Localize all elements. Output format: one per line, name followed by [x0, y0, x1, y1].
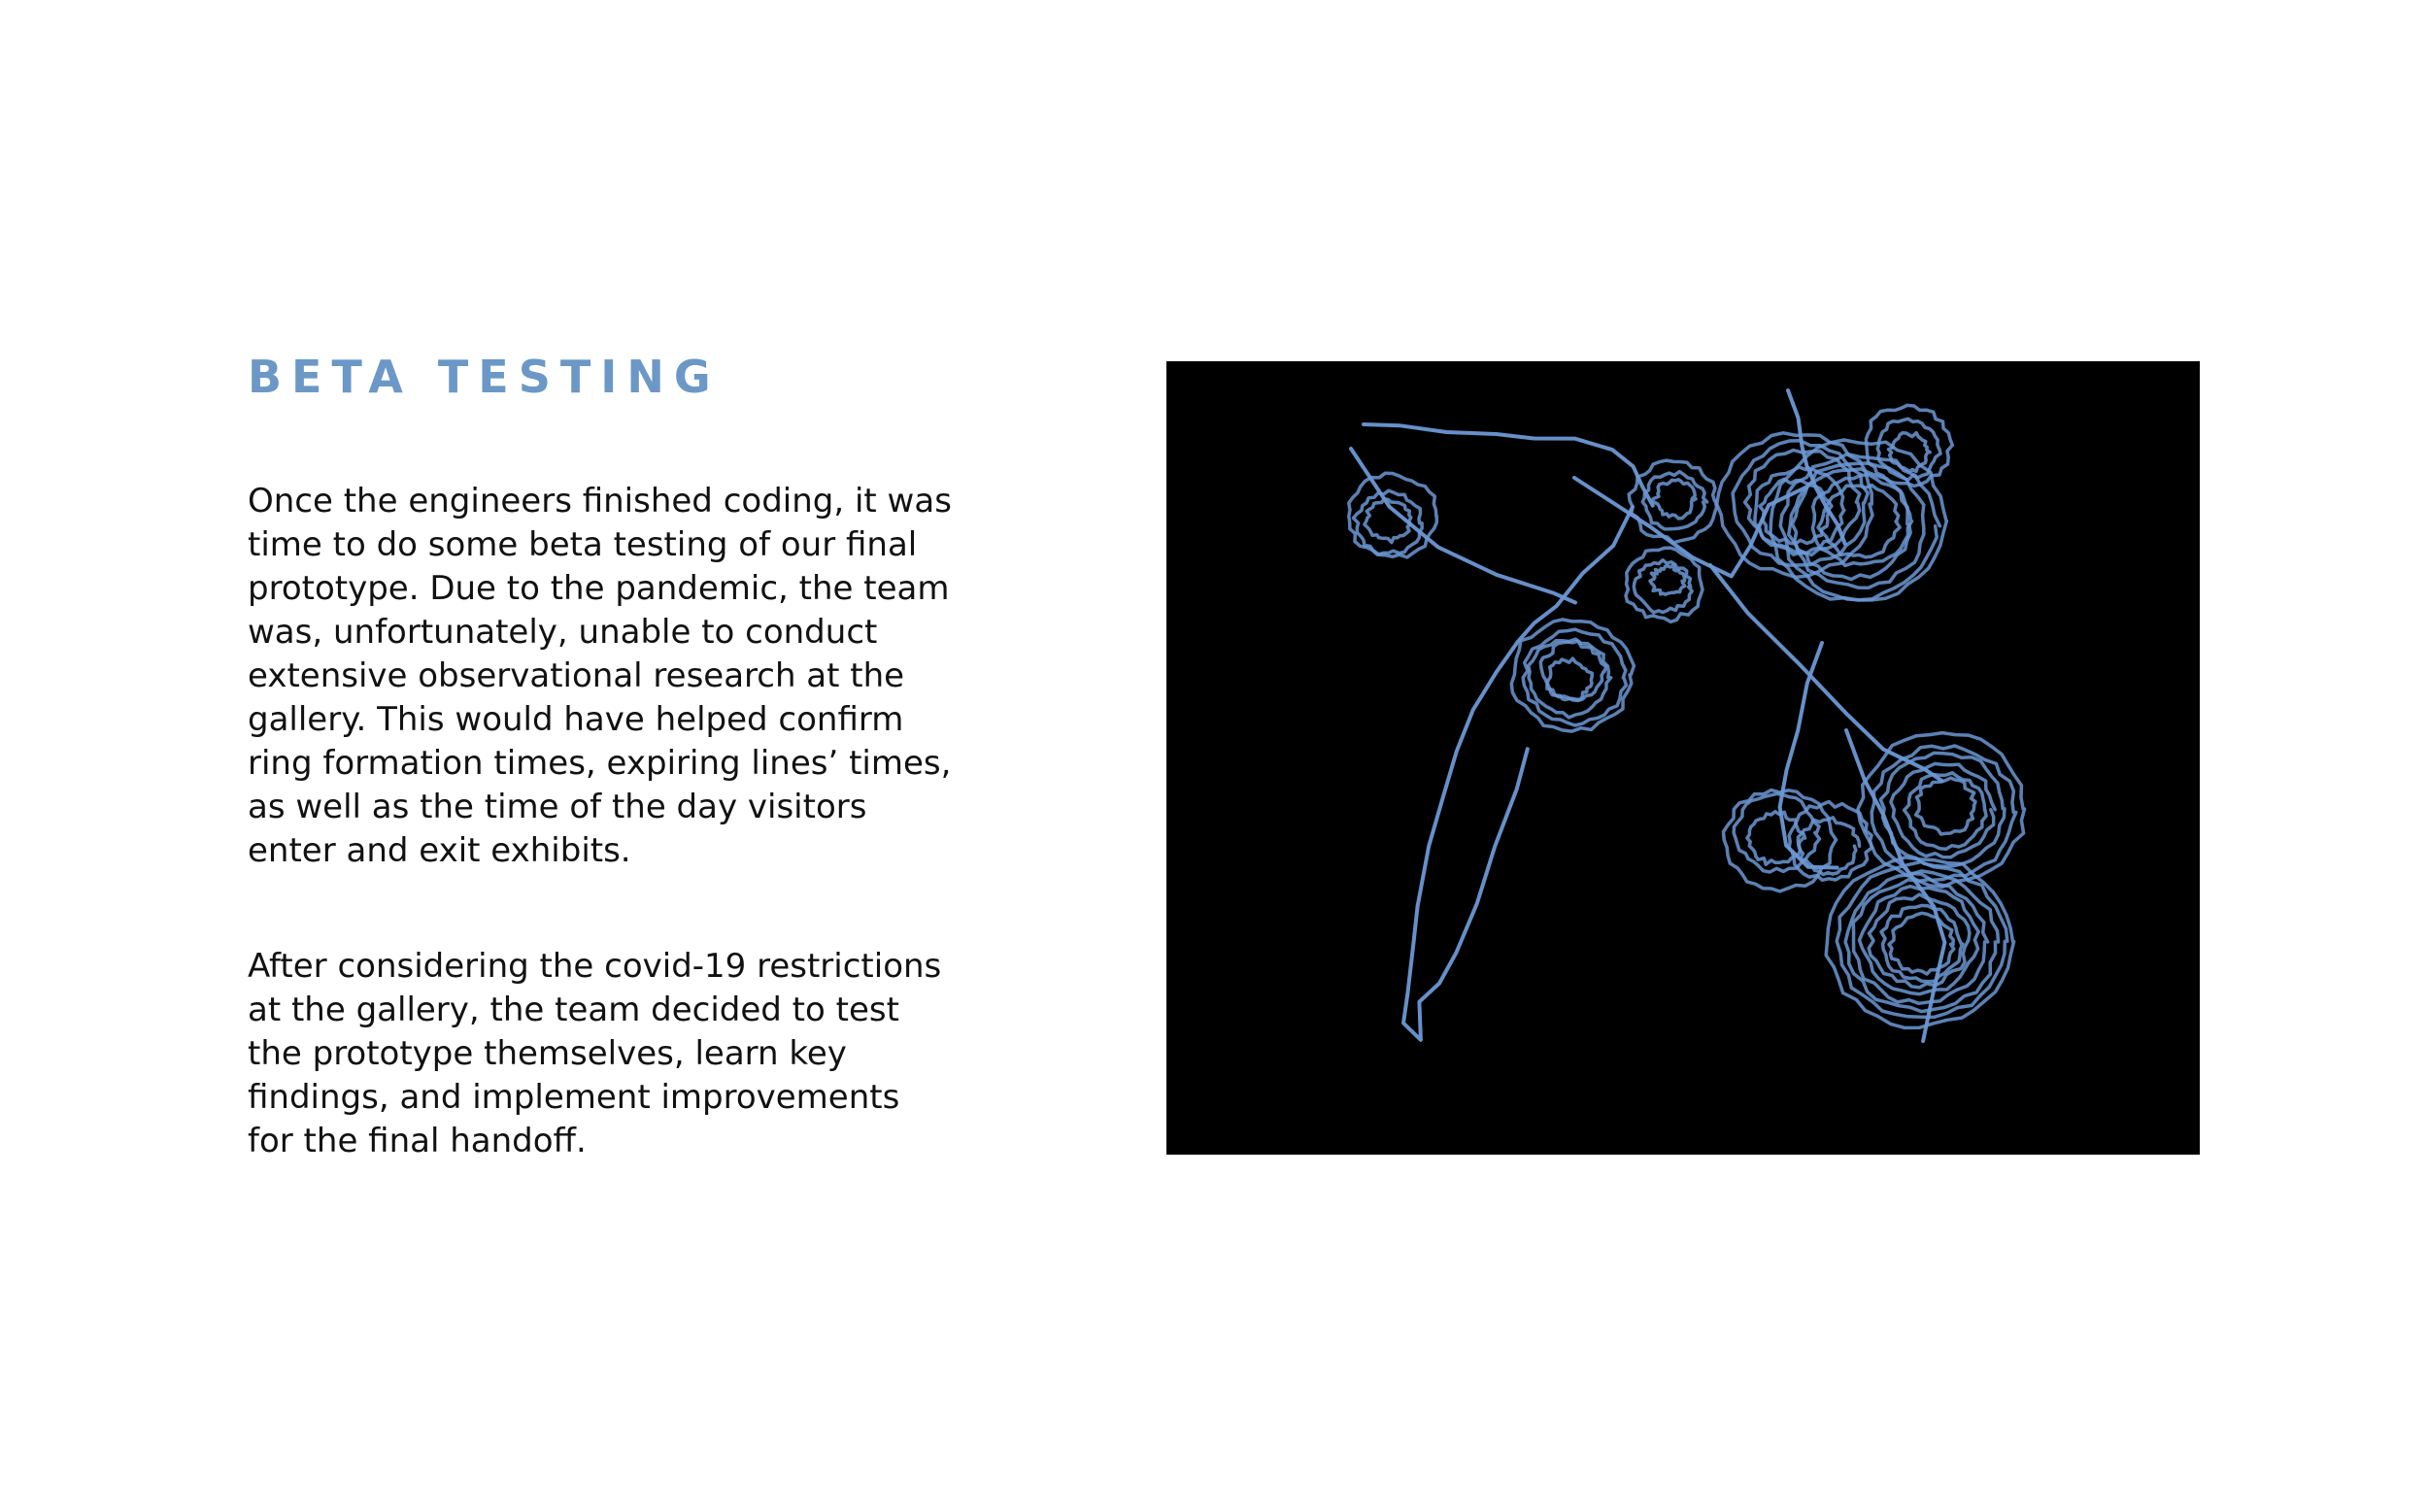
paragraph-line: time to do some beta testing of our final — [248, 525, 918, 564]
intro-paragraph — [248, 480, 952, 873]
paragraph-line: enter and exit exhibits. — [248, 831, 631, 870]
paragraph-line: as well as the time of the day visitors — [248, 788, 867, 826]
prototype-visualization — [1166, 361, 2200, 1155]
paragraph-line: the prototype themselves, learn key — [248, 1034, 847, 1073]
paragraph-line: at the gallery, the team decided to test — [248, 991, 899, 1029]
conclusion-paragraph — [248, 945, 947, 1163]
paragraph-line: prototype. Due to the pandemic, the team — [248, 569, 950, 608]
paragraph-line: After considering the covid-19 restrictions — [248, 947, 942, 986]
section-heading: BETA TESTING — [248, 351, 721, 403]
paragraph-line: was, unfortunately, unable to conduct — [248, 613, 878, 652]
paragraph-line: gallery. This would have helped confirm — [248, 700, 904, 739]
paragraph-line: Once the engineers finished coding, it was — [248, 482, 952, 521]
paragraph-line: extensive observational research at the — [248, 656, 905, 695]
trail-rings-graphic — [1166, 361, 2200, 1155]
paragraph-line: for the final handoff. — [248, 1122, 587, 1160]
paragraph-line: findings, and implement improvements — [248, 1078, 900, 1117]
paragraph-line: ring formation times, expiring lines’ times, — [248, 744, 952, 783]
